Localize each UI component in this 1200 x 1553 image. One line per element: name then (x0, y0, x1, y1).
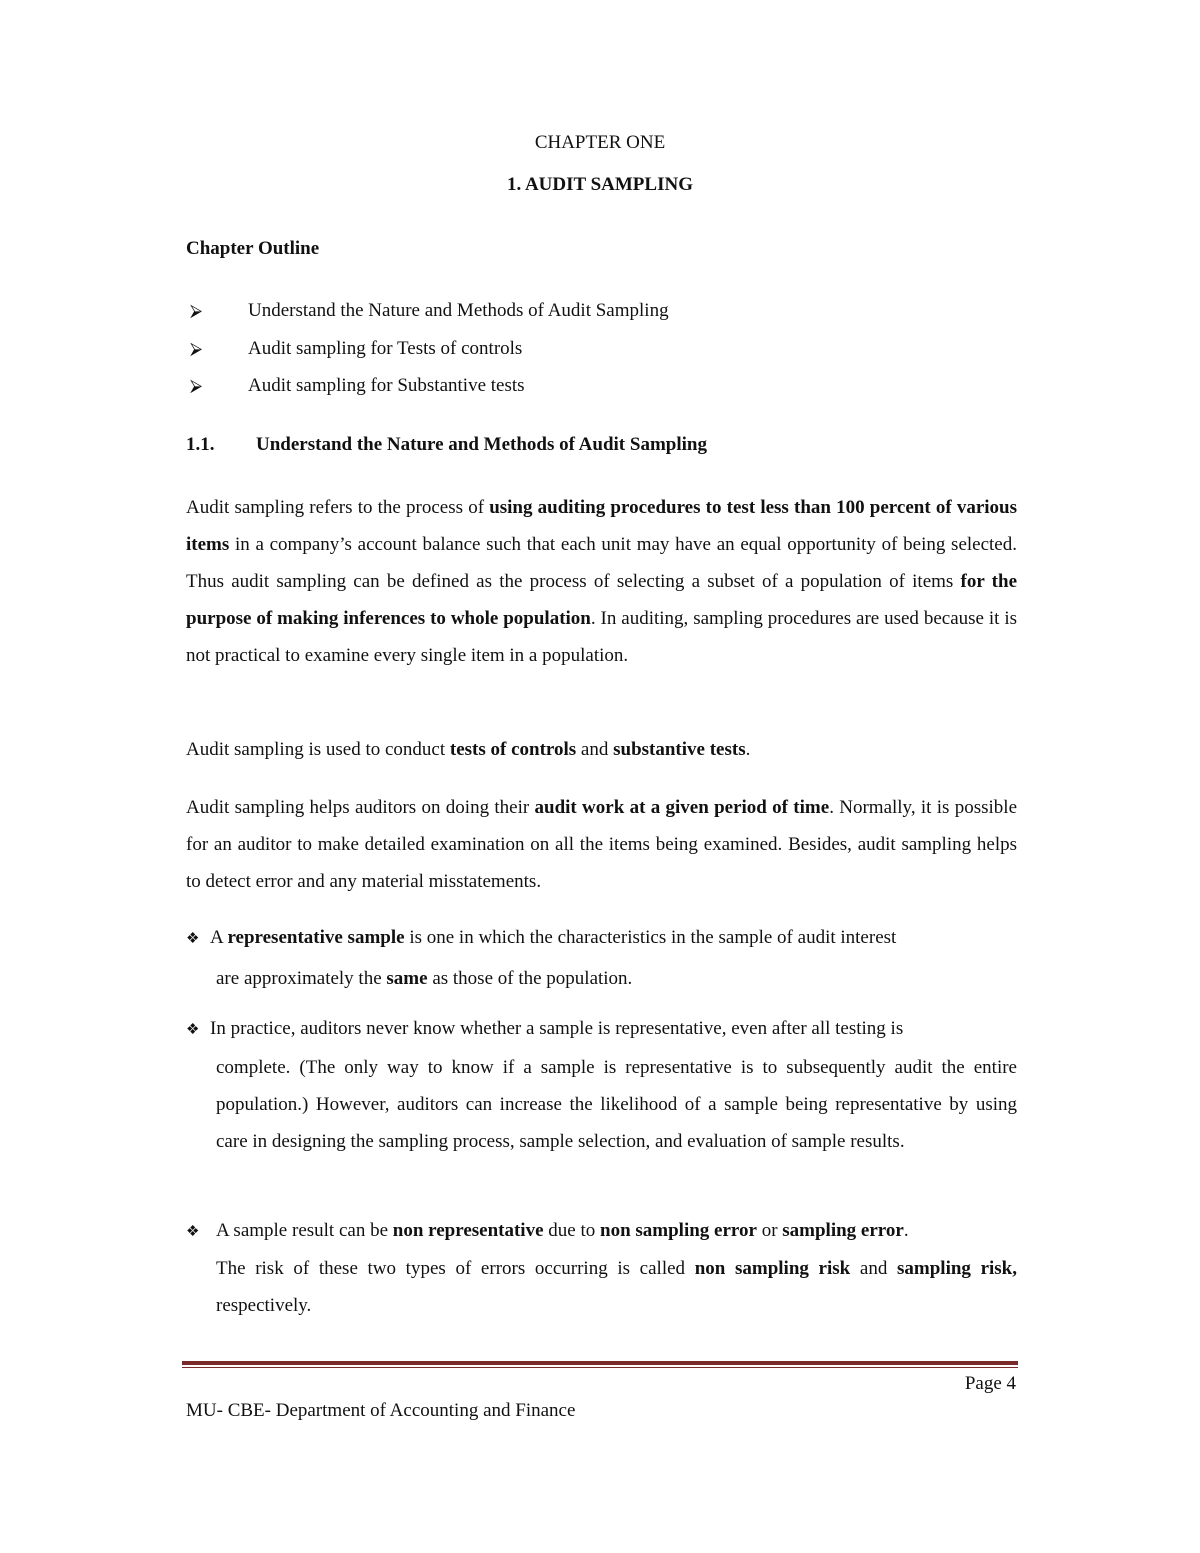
outline-item: ⮚ Audit sampling for Tests of controls (190, 338, 523, 359)
point-practice-body: complete. (The only way to know if a sample is representative is to subsequently audit the entire population.) However, auditors can increase the likelihood of a sample being representative by using care in designing the sampling process, sample selection, and evaluation of sample results. (216, 1057, 1017, 1152)
section-number: 1.1. (186, 434, 215, 455)
outline-item: ⮚ Audit sampling for Substantive tests (190, 375, 525, 396)
footer-department: MU- CBE- Department of Accounting and Finance (186, 1400, 576, 1421)
diamond-bullet-icon: ❖ (186, 1022, 200, 1038)
footer-rule-thin (182, 1367, 1018, 1368)
page-number: Page 4 (964, 1373, 1016, 1394)
diamond-bullet-icon: ❖ (186, 1224, 200, 1240)
arrow-bullet-icon: ⮚ (190, 339, 203, 358)
point-practice-line1: In practice, auditors never know whether a sample is representative, even after all testing is (210, 1018, 904, 1039)
chapter-label: CHAPTER ONE (534, 132, 666, 153)
outline-item: ⮚ Understand the Nature and Methods of Audit Sampling (190, 300, 669, 321)
section-title: Understand the Nature and Methods of Audit Sampling (256, 434, 707, 455)
point-error-line1: A sample result can be non representative due to non sampling error or sampling error. (216, 1220, 909, 1241)
point-representative-line1: A representative sample is one in which the characteristics in the sample of audit interest (210, 927, 897, 948)
paragraph-benefits: Audit sampling helps auditors on doing their audit work at a given period of time. Normally, it is possible for an auditor to make detailed examination on all the items being examined. Besides, audit sampling helps to detect error and any material misstatements. (186, 797, 1018, 892)
point-error-body: The risk of these two types of errors occurring is called non sampling risk and sampling risk, respectively. (216, 1258, 1017, 1316)
chapter-title: 1. AUDIT SAMPLING (507, 174, 693, 195)
footer-rule (182, 1361, 1018, 1365)
paragraph-usage: Audit sampling is used to conduct tests of controls and substantive tests. (186, 739, 751, 760)
paragraph-definition: Audit sampling refers to the process of using auditing procedures to test less than 100 percent of various items in a company’s account balance such that each unit may have an equal opportunity of being selected. Thus audit sampling can be defined as the process of selecting a subset of a population of items for the purpose of making inferences to whole population. In auditing, sampling procedures are used because it is not practical to examine every single item in a population. (186, 497, 1018, 666)
outline-label: Chapter Outline (186, 238, 320, 259)
arrow-bullet-icon: ⮚ (190, 376, 203, 395)
diamond-bullet-icon: ❖ (186, 931, 200, 947)
point-representative-line2: are approximately the same as those of the population. (216, 968, 633, 989)
arrow-bullet-icon: ⮚ (190, 301, 203, 320)
